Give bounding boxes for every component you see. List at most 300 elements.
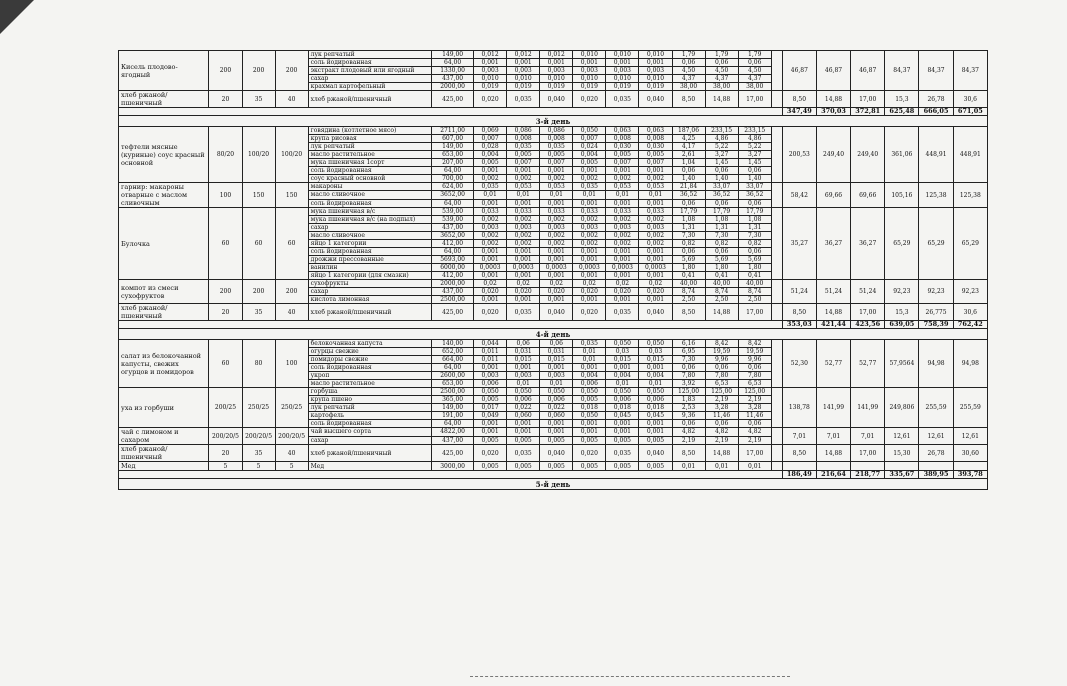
yield-cell: 20 <box>209 445 242 462</box>
value-cell: 0,024 <box>573 143 606 151</box>
value-cell: 1,45 <box>705 159 738 167</box>
value-cell: 6,16 <box>672 340 705 348</box>
value-cell: 0,01 <box>573 191 606 199</box>
value-cell: 0,003 <box>507 224 540 232</box>
value-cell: 0,007 <box>639 159 672 167</box>
value-cell: 0,069 <box>474 127 507 135</box>
value-cell: 0,007 <box>606 159 639 167</box>
value-cell: 0,035 <box>606 91 639 108</box>
value-cell: 0,002 <box>507 240 540 248</box>
value-cell: 0,005 <box>639 151 672 159</box>
value-cell: 0,017 <box>474 404 507 412</box>
summary-cell: 52,77 <box>816 340 850 388</box>
value-cell: 0,004 <box>606 372 639 380</box>
summary-cell: 12,61 <box>953 428 987 445</box>
value-cell: 4822,00 <box>432 428 474 437</box>
day-label: 3-й день <box>119 116 988 127</box>
value-cell: 0,086 <box>507 127 540 135</box>
ingredient-row <box>119 304 988 321</box>
value-cell: 1,31 <box>738 224 771 232</box>
value-cell: 0,011 <box>474 356 507 364</box>
value-cell: 0,003 <box>573 67 606 75</box>
value-cell: 0,003 <box>573 224 606 232</box>
value-cell: 0,018 <box>573 404 606 412</box>
value-cell: 0,011 <box>474 348 507 356</box>
summary-cell: 12,61 <box>919 428 953 445</box>
value-cell: 0,06 <box>672 199 705 207</box>
dish-name: Кисель плодово-ягодный <box>119 51 209 91</box>
value-cell: 1,08 <box>738 216 771 224</box>
value-cell: 0,006 <box>606 396 639 404</box>
value-cell: 7,80 <box>705 372 738 380</box>
value-cell: 0,019 <box>474 83 507 91</box>
value-cell: 0,019 <box>573 83 606 91</box>
ingredient-name: экстракт плодовый или ягодный <box>308 67 432 75</box>
value-cell: 0,001 <box>606 296 639 304</box>
value-cell: 0,010 <box>573 51 606 59</box>
value-cell: 0,012 <box>474 51 507 59</box>
value-cell: 0,028 <box>474 143 507 151</box>
value-cell: 0,001 <box>639 364 672 372</box>
value-cell: 0,01 <box>639 380 672 388</box>
yield-cell: 5 <box>242 462 275 471</box>
value-cell: 1,79 <box>672 51 705 59</box>
value-cell: 0,002 <box>474 175 507 183</box>
value-cell: 0,003 <box>474 67 507 75</box>
folded-corner <box>0 0 34 34</box>
value-cell: 1,80 <box>705 264 738 272</box>
value-cell: 0,040 <box>639 445 672 462</box>
value-cell: 0,06 <box>738 199 771 207</box>
value-cell: 0,002 <box>606 232 639 240</box>
ingredient-name: крупа рисовая <box>308 135 432 143</box>
total-cell: 353,03 <box>782 321 816 329</box>
summary-cell: 361,06 <box>885 127 919 183</box>
value-cell: 8,74 <box>705 288 738 296</box>
value-cell: 1,40 <box>672 175 705 183</box>
value-cell: 653,00 <box>432 380 474 388</box>
value-cell: 0,002 <box>606 175 639 183</box>
yield-cell: 40 <box>275 304 308 321</box>
value-cell: 2,19 <box>705 396 738 404</box>
value-cell: 0,045 <box>606 412 639 420</box>
value-cell: 0,001 <box>507 199 540 207</box>
day-header-row <box>119 479 988 490</box>
ingredient-name: кислота лимонная <box>308 296 432 304</box>
value-cell: 0,001 <box>639 248 672 256</box>
value-cell: 0,050 <box>573 388 606 396</box>
value-cell: 0,050 <box>507 388 540 396</box>
value-cell: 0,005 <box>606 151 639 159</box>
value-cell: 0,003 <box>540 224 573 232</box>
summary-cell: 125,38 <box>919 183 953 208</box>
summary-cell: 138,78 <box>782 388 816 428</box>
summary-cell: 84,37 <box>885 51 919 91</box>
value-cell: 0,01 <box>606 380 639 388</box>
value-cell: 0,01 <box>474 191 507 199</box>
yield-cell: 20 <box>209 304 242 321</box>
value-cell: 1,31 <box>705 224 738 232</box>
summary-cell: 35,27 <box>782 208 816 280</box>
value-cell: 140,00 <box>432 340 474 348</box>
ingredient-name: укроп <box>308 372 432 380</box>
value-cell: 0,002 <box>540 232 573 240</box>
value-cell: 2500,00 <box>432 388 474 396</box>
value-cell: 0,012 <box>507 51 540 59</box>
value-cell: 0,004 <box>573 151 606 159</box>
value-cell: 207,00 <box>432 159 474 167</box>
summary-cell <box>885 462 919 471</box>
value-cell: 0,41 <box>738 272 771 280</box>
value-cell: 4,86 <box>705 135 738 143</box>
value-cell: 6,53 <box>705 380 738 388</box>
value-cell: 0,006 <box>474 380 507 388</box>
value-cell: 0,001 <box>474 420 507 428</box>
value-cell: 0,050 <box>540 388 573 396</box>
dish-name: хлеб ржаной/пшеничный <box>119 304 209 321</box>
value-cell: 1,79 <box>705 51 738 59</box>
value-cell: 0,06 <box>540 340 573 348</box>
value-cell: 0,015 <box>540 356 573 364</box>
value-cell: 0,003 <box>507 67 540 75</box>
summary-cell: 65,29 <box>919 208 953 280</box>
value-cell: 0,002 <box>474 232 507 240</box>
value-cell: 40,00 <box>705 280 738 288</box>
value-cell: 2000,00 <box>432 280 474 288</box>
value-cell: 6,53 <box>738 380 771 388</box>
value-cell: 0,001 <box>474 428 507 437</box>
value-cell: 0,01 <box>573 348 606 356</box>
value-cell: 0,82 <box>672 240 705 248</box>
ingredient-row <box>119 127 988 135</box>
summary-cell: 141,99 <box>816 388 850 428</box>
value-cell: 0,015 <box>606 356 639 364</box>
summary-cell: 8,50 <box>782 91 816 108</box>
value-cell: 0,050 <box>639 340 672 348</box>
value-cell: 4,82 <box>672 428 705 437</box>
value-cell: 0,005 <box>474 396 507 404</box>
value-cell: 0,035 <box>606 445 639 462</box>
value-cell: 0,035 <box>606 304 639 321</box>
yield-cell: 200 <box>209 51 242 91</box>
summary-cell: 249,40 <box>851 127 885 183</box>
value-cell: 0,005 <box>507 462 540 471</box>
value-cell: 4,17 <box>672 143 705 151</box>
ingredient-name: огурцы свежие <box>308 348 432 356</box>
value-cell: 0,001 <box>639 272 672 280</box>
value-cell: 4,50 <box>705 67 738 75</box>
value-cell: 0,02 <box>606 280 639 288</box>
ingredient-name: масло сливочное <box>308 191 432 199</box>
value-cell: 8,50 <box>672 304 705 321</box>
dish-name: тефтели мясные (куриные) соус красный основной <box>119 127 209 183</box>
value-cell: 0,001 <box>639 428 672 437</box>
value-cell: 2711,00 <box>432 127 474 135</box>
day-label: 5-й день <box>119 479 988 490</box>
total-cell: 216,64 <box>816 471 850 479</box>
value-cell: 0,001 <box>606 167 639 175</box>
summary-cell: 46,87 <box>851 51 885 91</box>
value-cell: 0,053 <box>507 183 540 191</box>
value-cell: 7,30 <box>672 356 705 364</box>
total-cell: 671,05 <box>953 108 987 116</box>
value-cell: 0,010 <box>639 51 672 59</box>
value-cell: 2,50 <box>738 296 771 304</box>
value-cell: 0,001 <box>507 272 540 280</box>
value-cell: 0,002 <box>474 240 507 248</box>
value-cell: 0,001 <box>639 199 672 207</box>
summary-cell: 448,91 <box>953 127 987 183</box>
yield-cell: 200 <box>275 51 308 91</box>
value-cell: 7,30 <box>705 232 738 240</box>
value-cell: 0,053 <box>639 183 672 191</box>
value-cell: 0,005 <box>573 462 606 471</box>
value-cell: 0,003 <box>474 224 507 232</box>
value-cell: 0,001 <box>606 256 639 264</box>
value-cell: 0,0003 <box>606 264 639 272</box>
summary-cell: 52,77 <box>851 340 885 388</box>
value-cell: 64,00 <box>432 167 474 175</box>
value-cell: 2500,00 <box>432 296 474 304</box>
value-cell: 0,06 <box>738 167 771 175</box>
summary-cell: 200,53 <box>782 127 816 183</box>
yield-cell: 40 <box>275 91 308 108</box>
value-cell: 0,01 <box>540 191 573 199</box>
value-cell: 0,020 <box>540 288 573 296</box>
summary-cell: 46,87 <box>782 51 816 91</box>
value-cell: 0,035 <box>507 445 540 462</box>
value-cell: 0,003 <box>507 372 540 380</box>
value-cell: 0,002 <box>573 232 606 240</box>
value-cell: 5693,00 <box>432 256 474 264</box>
value-cell: 0,06 <box>705 420 738 428</box>
spacer-cell <box>771 280 782 304</box>
ingredient-name: хлеб ржаной/пшеничный <box>308 304 432 321</box>
value-cell: 64,00 <box>432 364 474 372</box>
value-cell: 539,00 <box>432 208 474 216</box>
value-cell: 3,92 <box>672 380 705 388</box>
summary-cell: 7,01 <box>782 428 816 445</box>
spacer-cell <box>771 91 782 108</box>
value-cell: 0,035 <box>507 91 540 108</box>
value-cell: 1,31 <box>672 224 705 232</box>
value-cell: 0,033 <box>540 208 573 216</box>
summary-cell: 51,24 <box>782 280 816 304</box>
value-cell: 0,001 <box>573 428 606 437</box>
value-cell: 187,06 <box>672 127 705 135</box>
value-cell: 14,88 <box>705 91 738 108</box>
total-cell: 421,44 <box>816 321 850 329</box>
value-cell: 425,00 <box>432 445 474 462</box>
summary-cell: 30,6 <box>953 91 987 108</box>
value-cell: 5,69 <box>705 256 738 264</box>
value-cell: 0,053 <box>540 183 573 191</box>
value-cell: 0,040 <box>540 91 573 108</box>
yield-cell: 250/25 <box>242 388 275 428</box>
value-cell: 0,035 <box>573 183 606 191</box>
value-cell: 0,010 <box>507 75 540 83</box>
summary-cell: 26,775 <box>919 304 953 321</box>
value-cell: 0,001 <box>573 167 606 175</box>
dish-name: салат из белокочанной капусты, свежих огурцов и помидоров <box>119 340 209 388</box>
value-cell: 0,06 <box>705 248 738 256</box>
value-cell: 0,004 <box>474 151 507 159</box>
value-cell: 7,80 <box>672 372 705 380</box>
dish-name: хлеб ржаной/пшеничный <box>119 445 209 462</box>
value-cell: 2,19 <box>738 396 771 404</box>
yield-cell: 100 <box>275 340 308 388</box>
value-cell: 0,001 <box>573 199 606 207</box>
value-cell: 0,003 <box>639 224 672 232</box>
summary-cell: 36,27 <box>816 208 850 280</box>
summary-cell: 36,27 <box>851 208 885 280</box>
total-spacer <box>119 471 783 479</box>
value-cell: 149,00 <box>432 143 474 151</box>
value-cell: 2,50 <box>705 296 738 304</box>
value-cell: 1,83 <box>672 396 705 404</box>
summary-cell: 69,66 <box>851 183 885 208</box>
value-cell: 0,001 <box>507 167 540 175</box>
value-cell: 0,040 <box>639 304 672 321</box>
dish-name: Мед <box>119 462 209 471</box>
ingredient-name: яйцо 1 категории (для смазки) <box>308 272 432 280</box>
summary-cell: 17,00 <box>851 91 885 108</box>
value-cell: 0,001 <box>540 248 573 256</box>
value-cell: 0,035 <box>540 143 573 151</box>
value-cell: 0,005 <box>573 159 606 167</box>
value-cell: 0,01 <box>540 380 573 388</box>
value-cell: 0,007 <box>507 159 540 167</box>
summary-cell: 65,29 <box>953 208 987 280</box>
value-cell: 0,001 <box>540 167 573 175</box>
value-cell: 412,00 <box>432 272 474 280</box>
yield-cell: 60 <box>209 208 242 280</box>
value-cell: 1,08 <box>705 216 738 224</box>
value-cell: 6,95 <box>672 348 705 356</box>
summary-cell: 57,9564 <box>885 340 919 388</box>
value-cell: 0,053 <box>606 183 639 191</box>
value-cell: 3,27 <box>738 151 771 159</box>
yield-cell: 60 <box>209 340 242 388</box>
total-cell: 335,67 <box>885 471 919 479</box>
value-cell: 0,02 <box>573 280 606 288</box>
value-cell: 0,030 <box>639 143 672 151</box>
value-cell: 0,002 <box>573 175 606 183</box>
value-cell: 4,50 <box>738 67 771 75</box>
value-cell: 0,001 <box>507 59 540 67</box>
value-cell: 19,59 <box>738 348 771 356</box>
total-spacer <box>119 321 783 329</box>
value-cell: 0,0003 <box>507 264 540 272</box>
ingredient-name: говядина (котлетное мясо) <box>308 127 432 135</box>
value-cell: 0,06 <box>672 248 705 256</box>
value-cell: 36,52 <box>738 191 771 199</box>
total-cell: 393,78 <box>953 471 987 479</box>
yield-cell: 60 <box>242 208 275 280</box>
value-cell: 0,01 <box>639 191 672 199</box>
value-cell: 0,002 <box>474 216 507 224</box>
summary-cell: 94,98 <box>919 340 953 388</box>
summary-cell: 26,78 <box>919 91 953 108</box>
ingredient-name: лук репчатый <box>308 404 432 412</box>
ingredient-row <box>119 388 988 396</box>
ingredient-name: сахар <box>308 224 432 232</box>
value-cell: 0,82 <box>738 240 771 248</box>
value-cell: 0,01 <box>738 462 771 471</box>
value-cell: 0,001 <box>540 272 573 280</box>
value-cell: 607,00 <box>432 135 474 143</box>
value-cell: 0,005 <box>639 462 672 471</box>
yield-cell: 200/20/5 <box>242 428 275 445</box>
value-cell: 40,00 <box>738 280 771 288</box>
value-cell: 0,060 <box>540 412 573 420</box>
value-cell: 0,06 <box>507 340 540 348</box>
ingredient-row <box>119 280 988 288</box>
value-cell: 0,001 <box>606 428 639 437</box>
total-cell: 186,49 <box>782 471 816 479</box>
summary-cell <box>851 462 885 471</box>
value-cell: 6000,00 <box>432 264 474 272</box>
ingredient-name: соль йодированная <box>308 199 432 207</box>
value-cell: 1330,00 <box>432 67 474 75</box>
value-cell: 0,019 <box>540 83 573 91</box>
value-cell: 4,82 <box>705 428 738 437</box>
summary-cell: 8,50 <box>782 304 816 321</box>
ingredient-name: лук репчатый <box>308 143 432 151</box>
value-cell: 7,30 <box>672 232 705 240</box>
value-cell: 0,001 <box>639 59 672 67</box>
value-cell: 0,060 <box>507 412 540 420</box>
value-cell: 0,06 <box>738 420 771 428</box>
value-cell: 8,42 <box>705 340 738 348</box>
ingredient-name: мука пшеничная в/с <box>308 208 432 216</box>
ingredient-name: чай высшего сорта <box>308 428 432 437</box>
ingredient-name: хлеб ржаной/пшеничный <box>308 91 432 108</box>
value-cell: 0,001 <box>606 420 639 428</box>
spacer-cell <box>771 127 782 183</box>
ingredient-name: масло растительное <box>308 380 432 388</box>
value-cell: 0,06 <box>705 199 738 207</box>
value-cell: 3000,00 <box>432 462 474 471</box>
value-cell: 1,79 <box>738 51 771 59</box>
ingredient-row <box>119 91 988 108</box>
summary-cell: 7,01 <box>851 428 885 445</box>
value-cell: 0,002 <box>540 175 573 183</box>
dish-name: гарнир: макароны отварные с маслом сливочным <box>119 183 209 208</box>
value-cell: 0,001 <box>639 167 672 175</box>
value-cell: 2000,00 <box>432 83 474 91</box>
value-cell: 0,008 <box>507 135 540 143</box>
value-cell: 0,001 <box>573 296 606 304</box>
value-cell: 5,69 <box>738 256 771 264</box>
yield-cell: 200 <box>242 280 275 304</box>
value-cell: 33,07 <box>738 183 771 191</box>
value-cell: 2,50 <box>672 296 705 304</box>
ingredient-name: ванилин <box>308 264 432 272</box>
value-cell: 2,19 <box>738 436 771 445</box>
value-cell: 0,020 <box>573 91 606 108</box>
value-cell: 539,00 <box>432 216 474 224</box>
value-cell: 0,033 <box>606 208 639 216</box>
value-cell: 0,006 <box>573 380 606 388</box>
value-cell: 0,005 <box>540 151 573 159</box>
value-cell: 0,035 <box>573 340 606 348</box>
value-cell: 0,41 <box>672 272 705 280</box>
value-cell: 33,07 <box>705 183 738 191</box>
value-cell: 0,008 <box>540 135 573 143</box>
ingredient-row <box>119 462 988 471</box>
yield-cell: 100/20 <box>275 127 308 183</box>
